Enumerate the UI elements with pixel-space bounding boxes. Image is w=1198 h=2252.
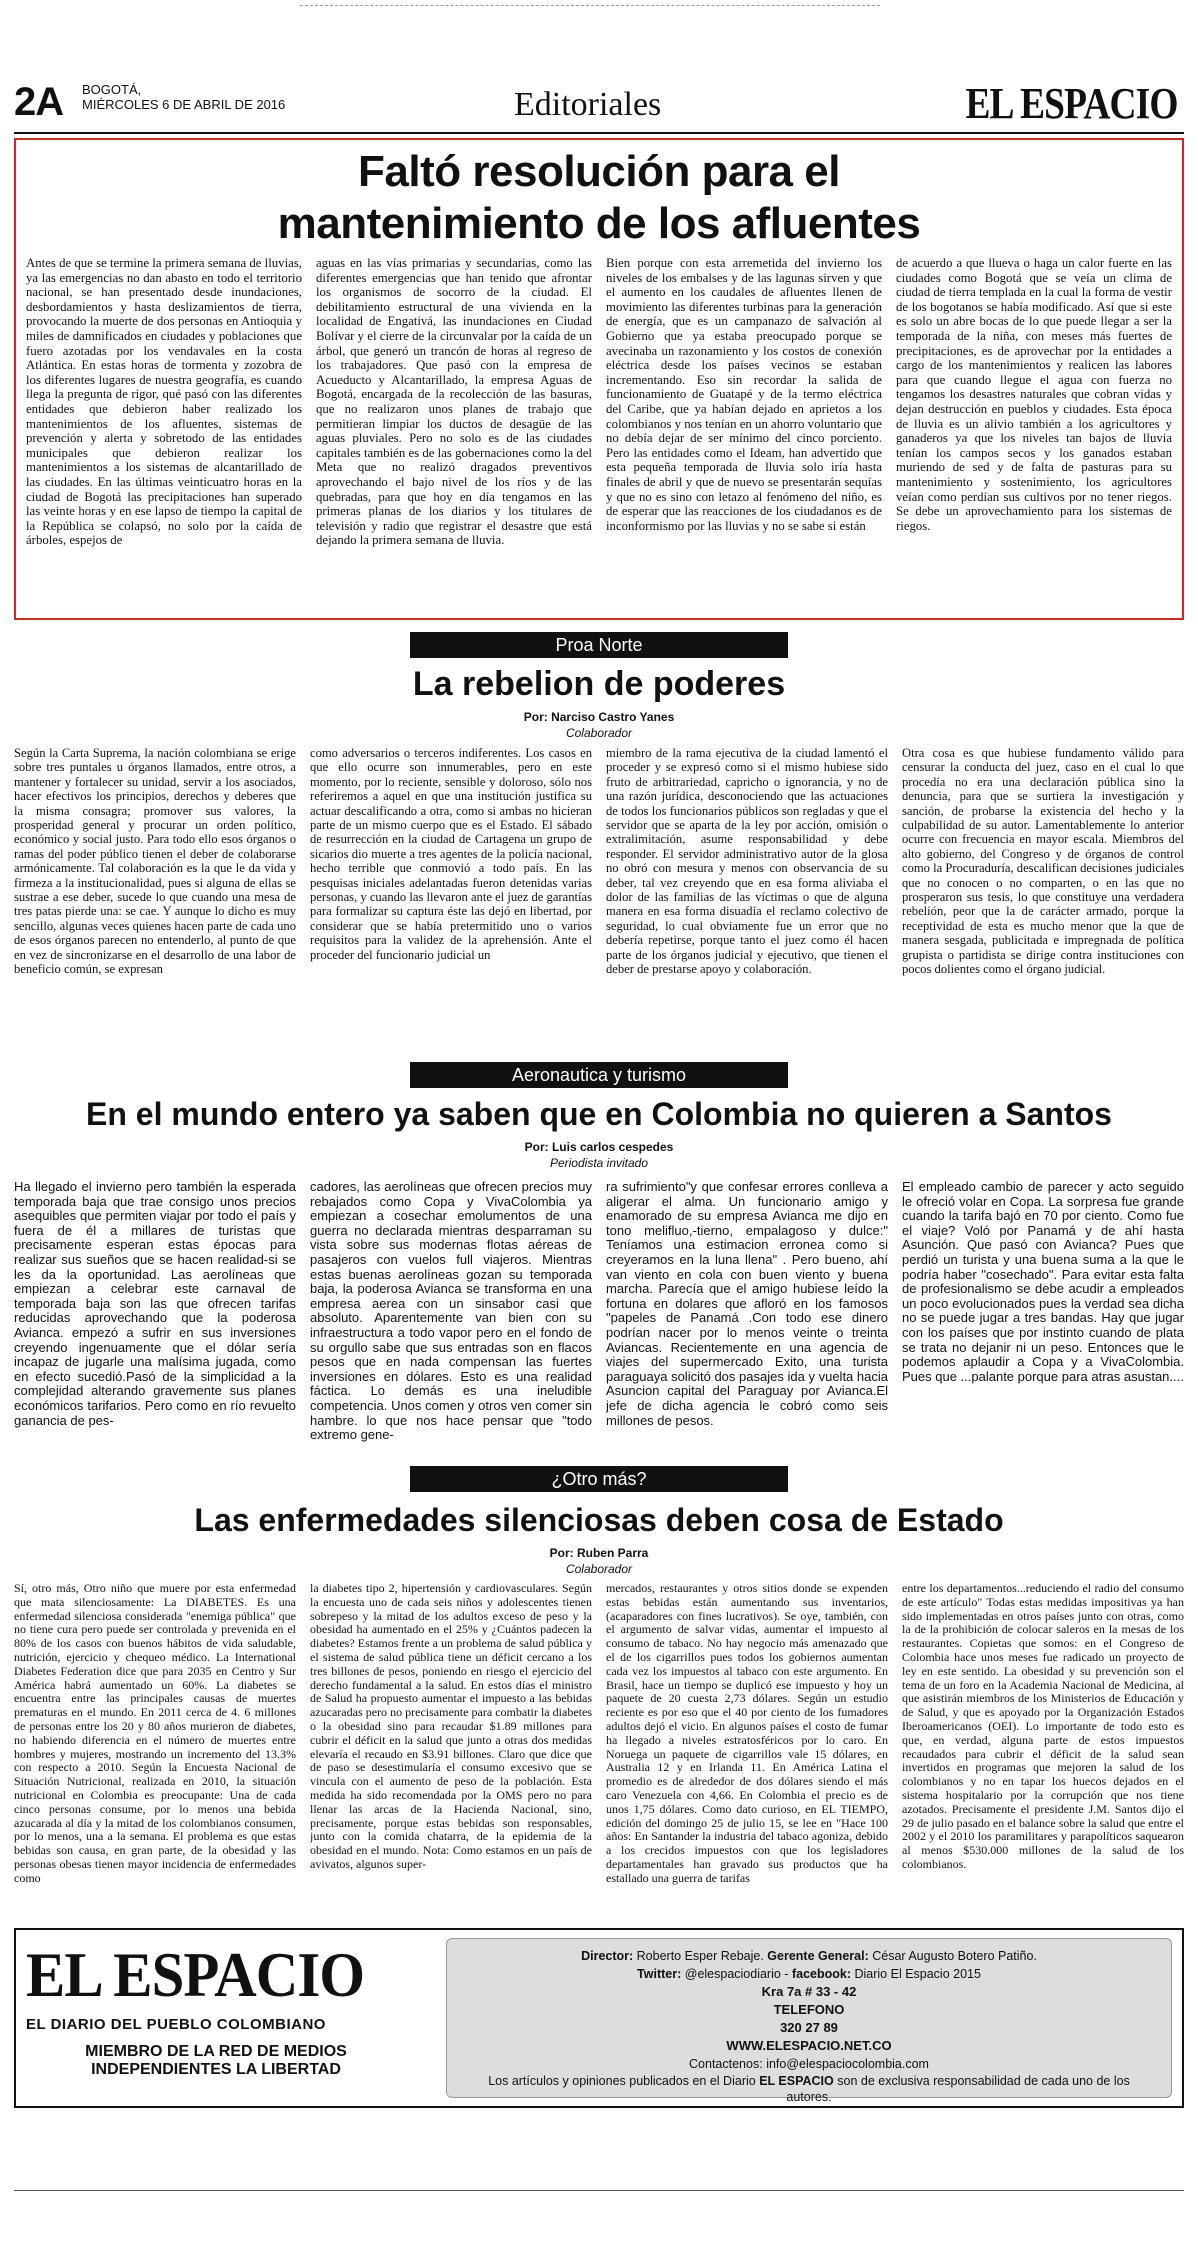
contact-email: info@elespaciocolombia.com [766, 2057, 929, 2071]
article-title: En el mundo entero ya saben que en Colombia no quieren a Santos [86, 1096, 1112, 1132]
article-column: la diabetes tipo 2, hipertensión y cardiovasculares. Según la encuesta uno de cada seis niños y adolescentes tienen sobrepeso y la mitad de los adultos exceso de peso y la obesidad ha aumentado en el 25% y ¿Cuántos padecen la diabetes? Estamos frente a un problema de salud pública y el sistema de salud pública tiene un déficit cercano a los tres billones de pesos, poniendo en riesgo el ejercicio del derecho fundamental a la salud. En estos días el ministro de Salud ha propuesto aumentar el impuesto a las bebidas azucaradas pero no precisamente para combatir la diabetes o la obesidad sino para recaudar $1.89 millones para cubrir el déficit en la salud que junto a otras dos medidas elevaría el recaudo en $3.91 billones. Claro que dice que de paso se desestimularía el consumo excesivo que se vincula con el aumento de peso de la población. Esta medida ha sido recomendada por la OMS pero no para llenar las arcas de la Hacienda Nacional, sino, precisamente, porque estas bebidas son responsables, junto con la comida chatarra, de la epidemia de la obesidad en el mundo. Nota: Como estamos en un país de avivatos, algunos super- [310, 1582, 592, 1871]
footer-member [26, 2043, 406, 2079]
article-title: Las enfermedades silenciosas deben cosa de Estado [194, 1502, 1004, 1538]
footer-phone: 320 27 89 [780, 2020, 838, 2035]
footer-phone-label: TELEFONO [773, 2002, 845, 2017]
footer-member-line2: INDEPENDIENTES LA LIBERTAD [91, 2061, 341, 2078]
page-number: 2A [14, 80, 64, 124]
twitter-label: Twitter: [637, 1967, 682, 1981]
section-title: Editoriales [514, 86, 662, 123]
section-label-aeronautica: Aeronautica y turismo [410, 1062, 788, 1088]
editorial-column: de acuerdo a que llueva o haga un calor fuerte en las ciudades como Bogotá que se veía un clima de ciudad de tierra templada en la cual la forma de vestir de los bogotanos se había modificado. Así que si este es solo un abre bocas de lo que puede llegar a ser la temporada de la niña, con meses más fuertes de precipitaciones, es de aprovechar por la entidades a cargo de los mantenimientos y realicen las labores para que cuando llegue el agua con fuerza no tengamos los desastres naturales que cobran vidas y dejan destrucción en pueblos y ciudades. Esta época de lluvia es un alivio también a los agricultores y ganaderos ya que los niveles tan bajos de lluvia tenían los campos secos y los ganados estaban muriendo de sed y de falta de pasturas para su mantenimiento y sostenimiento, los agricultores veían como perdían sus cultivos por no tener riegos. Se debe un aprovechamiento para los sistemas de riegos. [896, 256, 1172, 533]
disclaimer-brand: EL ESPACIO [759, 2074, 834, 2088]
footer-brand [26, 1939, 446, 2079]
facebook-handle: Diario El Espacio 2015 [854, 1967, 981, 1981]
section-label-otro-mas: ¿Otro más? [410, 1466, 788, 1492]
article-author-role: Periodista invitado [549, 1156, 649, 1170]
gerente-name: César Augusto Botero Patiño. [872, 1949, 1037, 1963]
contact-label: Contactenos: [689, 2057, 763, 2071]
editorial-article [14, 138, 1184, 620]
article-title: La rebelion de poderes [412, 665, 786, 703]
disclaimer-text-a: Los artículos y opiniones publicados en el Diario [488, 2074, 756, 2088]
editorial-column: Antes de que se termine la primera semana de lluvias, ya las emergencias no dan abasto en todo el territorio nacional, se han presentado desde inundaciones, desbordamientos y hasta deslizamientos de tierra, provocando la muerte de dos personas en Antioquia y miles de damnificados en ciudades y poblaciones que fuero azotadas por los vendavales en la costa Atlántica. En estas horas de tormenta y zozobra de los diferentes lugares de nuestra geografía, es cuando llega la pregunta de rigor, qué pasó con las diferentes entidades que debieron haber realizado los mantenimientos de los afluentes, sistemas de prevención y alerta y sobretodo de las entidades municipales que debieron realizar los mantenimientos a los sistemas de alcantarillado de las ciudades. En las últimas veinticuatro horas en la ciudad de Bogotá las precipitaciones han superado las veinte horas y en ese lapso de tiempo la capital de la República se colapsó, no solo por la caída de árboles, espejos de [26, 256, 302, 548]
article-column: como adversarios o terceros indiferentes. Los casos en que ello ocurre son innumerables, pero en este momento, por lo reciente, sensible y doloroso, sólo nos referiremos a aquel en que una institución justifica su actuar descalificando a otra, como si ambas no hicieran parte de un mismo cuerpo que es el Estado. El sábado de resurrección en la ciudad de Cartagena un grupo de sicarios dio muerte a tres agentes de la policía nacional, hecho terrible que conmovió a todo país. En las pesquisas iniciales adelantadas fueron detenidas varias personas, y cuando las llevaron ante el juez de garantías para formalizar su captura éste las dejó en libertad, por considerar que se había pretermitido uno o varios requisitos para la validez de la aprehensión. Ante el proceder del funcionario judicial un [310, 746, 592, 962]
article-byline: Por: Luis carlos cespedes [524, 1140, 674, 1154]
editorial-columns [26, 256, 1172, 612]
article-column: mercados, restaurantes y otros sitios donde se expenden estas bebidas están aumentando sus inventarios, (acaparadores con fines lucrativos). Se oye, también, con el argumento de salvar vidas, aumentar el impuesto al consumo de tabaco. No hay negocio más amenazado que el de los cigarrillos pues todos los gobiernos aumentan cada vez los impuestos al tabaco con este argumento. En Brasil, hace un tiempo se duplicó ese impuesto y hoy un paquete de 20 cuesta 2,73 dólares. Según un estudio reciente es por eso que el 40 por ciento de los fumadores adultos dejó el vicio. En algunos países el costo de fumar ha llegado a niveles estratosféricos por lo caro. En Noruega un paquete de cigarrillos vale 15 dólares, en Australia 12 y en Irlanda 11. En América Latina el promedio es de alrededor de dos dólares siendo el más caro Venezuela con 4,66. En Colombia el precio es de unos 1,75 dólares. Como dato curioso, en EL TIEMPO, edición del domingo 25 de julio 15, se lee en "Hace 100 años: En Santander la industria del tabaco agoniza, debido a los crecidos impuestos con que los legisladores departamentales han gravado sus productos que ha estallado una guerra de tarifas [606, 1582, 888, 1885]
footer-contact-line [447, 2055, 1171, 2073]
gerente-label: Gerente General: [767, 1949, 869, 1963]
article-column: cadores, las aerolíneas que ofrecen precios muy rebajados como Copa y VivaColombia ya empiezan a cosechar emolumentos de una guerra no declarada mientras desparraman su vista sobre sus modernas flotas aéreas de pasajeros con vuelos full viajeros. Mientras estas buenas aerolíneas gozan su temporada baja, la poderosa Avianca se transforma en una empresa aerea con un sinsabor casi que absoluto. Aparentemente van bien con su infraestructura a todo vapor pero en el fondo de su orgullo sabe que sus entradas son en flacos pesos que en nada compensan las fuertes inversiones en dólares. Esto es una realidad fáctica. Lo demás es una ineludible competencia. Unos comen y otros ven comer sin hambre. lo que nos hace pensar que "todo extremo gene- [310, 1180, 592, 1443]
footer-staff-line [447, 1947, 1171, 1965]
article-column: entre los departamentos...reduciendo el radio del consumo de este artículo" Todas estas medidas impositivas ya han sido implementadas en otros países junto con otras, como la de la prohibición de colocar saleros en la mesas de los restaurantes. Copietas que somos: en el Congreso de Colombia hace unos meses fue radicado un proyecto de ley en este sentido. La obesidad y su prevención son el tema de un foro en la Academia Nacional de Medicina, al que asistirán miembros de los Ministerios de Educación y de Salud, y que es apoyado por la Organización Estados Iberoamericanos (OEI). Lo importante de todo esto es que, en verdad, alguna parte de estos impuestos recaudados para cubrir el déficit de la salud sean invertidos en programas que mejoren la salud de los colombianos y no en tapar los huecos dejados en el sistema hospitalario por la corrupción que nos tiene azotados. Precisamente el presidente J.M. Santos dijo el 29 de julio pasado en el balance sobre la salud que entre el 2002 y el 2010 los paramilitares y parapolíticos saquearon al menos $530.000 millones de la salud de los colombianos. [902, 1582, 1184, 1871]
editorial-headline-line1: Faltó resolución para el [358, 147, 840, 196]
article-columns [14, 1180, 1184, 1452]
editorial-column: aguas en las vías primarias y secundarias, como las diferentes emergencias que han tenido que afrontar los organismos de socorro de la ciudad. El debilitamiento estructural de una vivienda en la localidad de Engativá, las inundaciones en Ciudad Bolívar y el cierre de la circunvalar por la caída de un árbol, que generó un trancón de horas al regreso de los trabajadores. Que pasó con la empresa de Acueducto y Alcantarillado, la empresa Aguas de Bogotá, encargada de la recolección de las basuras, que no realizaron unos planes de trabajo que permitieran limpiar los ductos de desagüe de las aguas pluviales. Pero no solo es de las ciudades capitales también es de las gobernaciones como la del Meta que no realizó dragados preventivos aprovechando el bajo nivel de los ríos y de las quebradas, para que hoy en día tengamos en las primeras planas de los diarios y los titulares de televisión y radio que registrar el desastre que está dejando la primera semana de lluvia. [316, 256, 592, 548]
footer-social-line [447, 1965, 1171, 1983]
article-column: ra sufrimiento"y que confesar errores conlleva a aligerar el alma. Un funcionario amigo y enamorado de su empresa Avianca me dijo en tono melifluo,-tierno, empalagoso y dulce:" Teníamos una estimacion erronea como si creyeramos en la luna llena" . Pero bueno, ahí van viento en cola con buen viento y buena marcha. Parecía que el amigo hubiese leído la fortuna en dolares que afloró en los famosos "papeles de Panamá .Con todo ese dinero podrían nacer por lo menos veinte o treinta Aviancas. Recientemente en una agencia de viajes del supermercado Exito, una turista paraguaya solicitó dos pasajes ida y vuelta hacia Asuncion capital del Paraguay por Avianca.El jefe de dicha agencia le cobró como seis millones de pesos. [606, 1180, 888, 1428]
footer-info-panel [446, 1938, 1172, 2104]
facebook-label: facebook: [791, 1967, 851, 1981]
footer-disclaimer [447, 2073, 1171, 2105]
footer-tagline: EL DIARIO DEL PUEBLO COLOMBIANO [26, 2016, 326, 2033]
dateline [82, 82, 285, 112]
article-column: El empleado cambio de parecer y acto seguido le ofreció volar en Copa. La sorpresa fue grande cuando la tarifa bajó en 70 por ciento. Como fue el viaje? Voló por Panamá y de ahí hasta Asunción. Que pasó con Avianca? Pues que perdió un turista y una buena suma a la que le podría haber "cosechado". Para evitar esta falta de profesionalismo se debe acudir a empleados un poco evolucionados pues la verdad sea dicha no se puede jugar a tres bandas. Hay que jugar con los países que por instinto cuando de plata se trata no dejanir ni un peso. Entonces que le podemos aplaudir a Copa y a VivaColombia. Pues que ...palante porque para atras asustan.... [902, 1180, 1184, 1384]
director-label: Director: [581, 1949, 634, 1963]
dateline-city: BOGOTÁ, [82, 82, 142, 97]
editorial-headline [26, 146, 1172, 250]
footer-address: Kra 7a # 33 - 42 [761, 1984, 857, 1999]
article-column: Sí, otro más, Otro niño que muere por esta enfermedad que mata silenciosamente: La DIABETES. Es una enfermedad silenciosa considerada "enemiga pública" que no tiene cura pero puede ser controlada y prevenida en el 80% de los casos con buenos hábitos de vida saludable, nutrición, ejercicio y chequeo médico. La International Diabetes Federation dice que para 2035 en Centro y Sur América habrá aumentado un 60%. La diabetes se encuentra entre las principales causas de muertes prematuras en el mundo. En 2011 cerca de 4. 6 millones de personas entre los 20 y 80 años murieron de diabetes, no habiendo diferencia en el número de muertes entre hombres y mujeres, mostrando un incremento del 13.3% con respecto a 2010. Según la Encuesta Nacional de Situación Nutricional, realizada en 2010, la situación nutricional en Colombia es preocupante: Una de cada cinco personas consume, por lo menos una bebida azucarada al día y la mitad de los colombianos consumen, por lo menos, una a la semana. El problema es que estas bebidas son causa, en gran parte, de la obesidad y las personas obesas tienen mayor incidencia de enfermedades como [14, 1582, 296, 1885]
article-author-role: Colaborador [565, 1562, 633, 1576]
dateline-date: MIÉRCOLES 6 DE ABRIL DE 2016 [82, 97, 286, 112]
article-author-role: Colaborador [565, 726, 633, 740]
article-byline: Por: Ruben Parra [549, 1546, 649, 1560]
article-column: miembro de la rama ejecutiva de la ciudad lamentó el proceder y se expresó como si el mismo hubiese sido fruto de arbitrariedad, capricho o ignorancia, y no de una razón jurídica, desconociendo que las actuaciones de todos los funcionarios públicos son regladas y que el servidor que se aparta de la ley por acción, omisión o extralimitación, asume responsabilidad y debe responder. El servidor administrativo autor de la glosa no obró con mesura y menos con observancia de su deber, tal vez creyendo que en esa forma aliviaba el dolor de las familias de las víctimas o que de alguna manera en esa forma disuadía el reclamo colectivo de seguridad, lo cual obviamente fue un error que no debería repetirse, porque tanto el juez como él hacen parte de los órganos judicial y ejecutivo, que tienen el deber de prestarse apoyo y colaboración. [606, 746, 888, 977]
brand-logo: EL ESPACIO [965, 79, 1178, 128]
masthead [14, 74, 1184, 134]
footer-member-line1: MIEMBRO DE LA RED DE MEDIOS [85, 2043, 347, 2060]
article-column: Según la Carta Suprema, la nación colombiana se erige sobre tres puntales u órganos llamados, entre otros, a mantener y fortalecer su unidad, servir a los asociados, hacer efectivos los principios, derechos y deberes que la misma consagra; promover sus valores, la prosperidad general y procurar un orden político, económico y social justo. Para todo ello esos órganos o ramas del poder público tienen el deber de colaborarse armónicamente. Tal colaboración es la que le da vida y firmeza a la institucionalidad, pues si alguna de ellas se sustrae a ese deber, sucede lo que cuando una mesa de tres patas pierde una: se cae. Y aunque lo dicho es muy sencillo, algunas veces quienes hacen parte de cada uno de esos órganos parecen no entenderlo, al punto de que en vez de sincronizarse en el desarrollo de una labor de beneficio común, se expresan [14, 746, 296, 977]
footer-website: WWW.ELESPACIO.NET.CO [726, 2038, 892, 2053]
footer-logo: EL ESPACIO [26, 1939, 365, 2010]
scan-edge-bottom [14, 2190, 1184, 2210]
article-column: Otra cosa es que hubiese fundamento válido para censurar la conducta del juez, caso en el cual lo que procedía no era una declaración pública sino la denuncia, para que se surtiera la investigación y sanción, de probarse la existencia del hecho y la culpabilidad de su autor. Lamentablemente lo anterior ocurre con frecuencia en mayor escala. Miembros del alto gobierno, del Congreso y de órganos de control como la Procuraduría, descalifican decisiones judiciales que no conocen o no comparten, o en las que no prosperaron sus tesis, lo que constituye una verdadera rebelión, peor que la de carácter armado, porque la receptividad de esta es mucho menor que la que de manera sesgada, publicitada e impregnada de política grupista o partidista se dirige contra instituciones con pocos dolientes como el órgano judicial. [902, 746, 1184, 977]
director-name: Roberto Esper Rebaje. [636, 1949, 764, 1963]
scan-edge [300, 0, 880, 6]
editorial-column: Bien porque con esta arremetida del invierno los niveles de los embalses y de las lagunas sirven y que el aumento en los caudales de afluentes llenen de movimiento las diferentes turbinas para la generación de energía, que es un campanazo de salvación al Gobierno que ya estaba preocupado porque se avecinaba un razonamiento y los costos de conexión eléctrica desde los países vecinos se estaban incrementando. Eso sin recordar la salida de funcionamiento de Guatapé y de la termo eléctrica del Caribe, que ya habían dejado en aprietos a los colombianos y nos tenían en un ahorro voluntario que no debía dejar de ser mínimo del cinco porciento. Pero las entidades como el Ideam, han advertido que esta pequeña temporada de lluvia solo iría hasta finales de abril y que de nuevo se presentarán sequías y que no es sino con letazo al fenómeno del niño, es de esperar que las reacciones de los ciudadanos es de inconformismo por las lluvias y no se sabe si están [606, 256, 882, 533]
article-columns [14, 1582, 1184, 1914]
disclaimer-text-b: son de exclusiva responsabilidad de cada uno de los autores. [786, 2074, 1130, 2104]
footer-box [14, 1928, 1184, 2108]
article-column: Ha llegado el invierno pero también la esperada temporada baja que trae consigo unos precios asequibles que permiten viajar por todo el país y fuera de él a millares de turistas que precisamente esperan estas épocas para realizar sus sueños que se hacen realidad-si se les da la oportunidad. Las aerolíneas que empiezan a celebrar este carnaval de temporada baja son las que ofrecen tarifas reducidas aprovechando que la poderosa Avianca. empezó a sufrir en sus inversiones creyendo ingenuamente que el dólar sería incapaz de jugarle una malísima jugada, como en efecto sucedió.Pasó de la simplicidad a la complejidad alterando gravemente sus planes económicos tarifarios. Pero como en río revuelto ganancia de pes- [14, 1180, 296, 1428]
article-byline: Por: Narciso Castro Yanes [523, 710, 675, 724]
editorial-headline-line2: mantenimiento de los afluentes [277, 199, 921, 248]
section-label-proa-norte: Proa Norte [410, 632, 788, 658]
twitter-handle: @elespaciodiario - [684, 1967, 789, 1981]
article-columns [14, 746, 1184, 1050]
